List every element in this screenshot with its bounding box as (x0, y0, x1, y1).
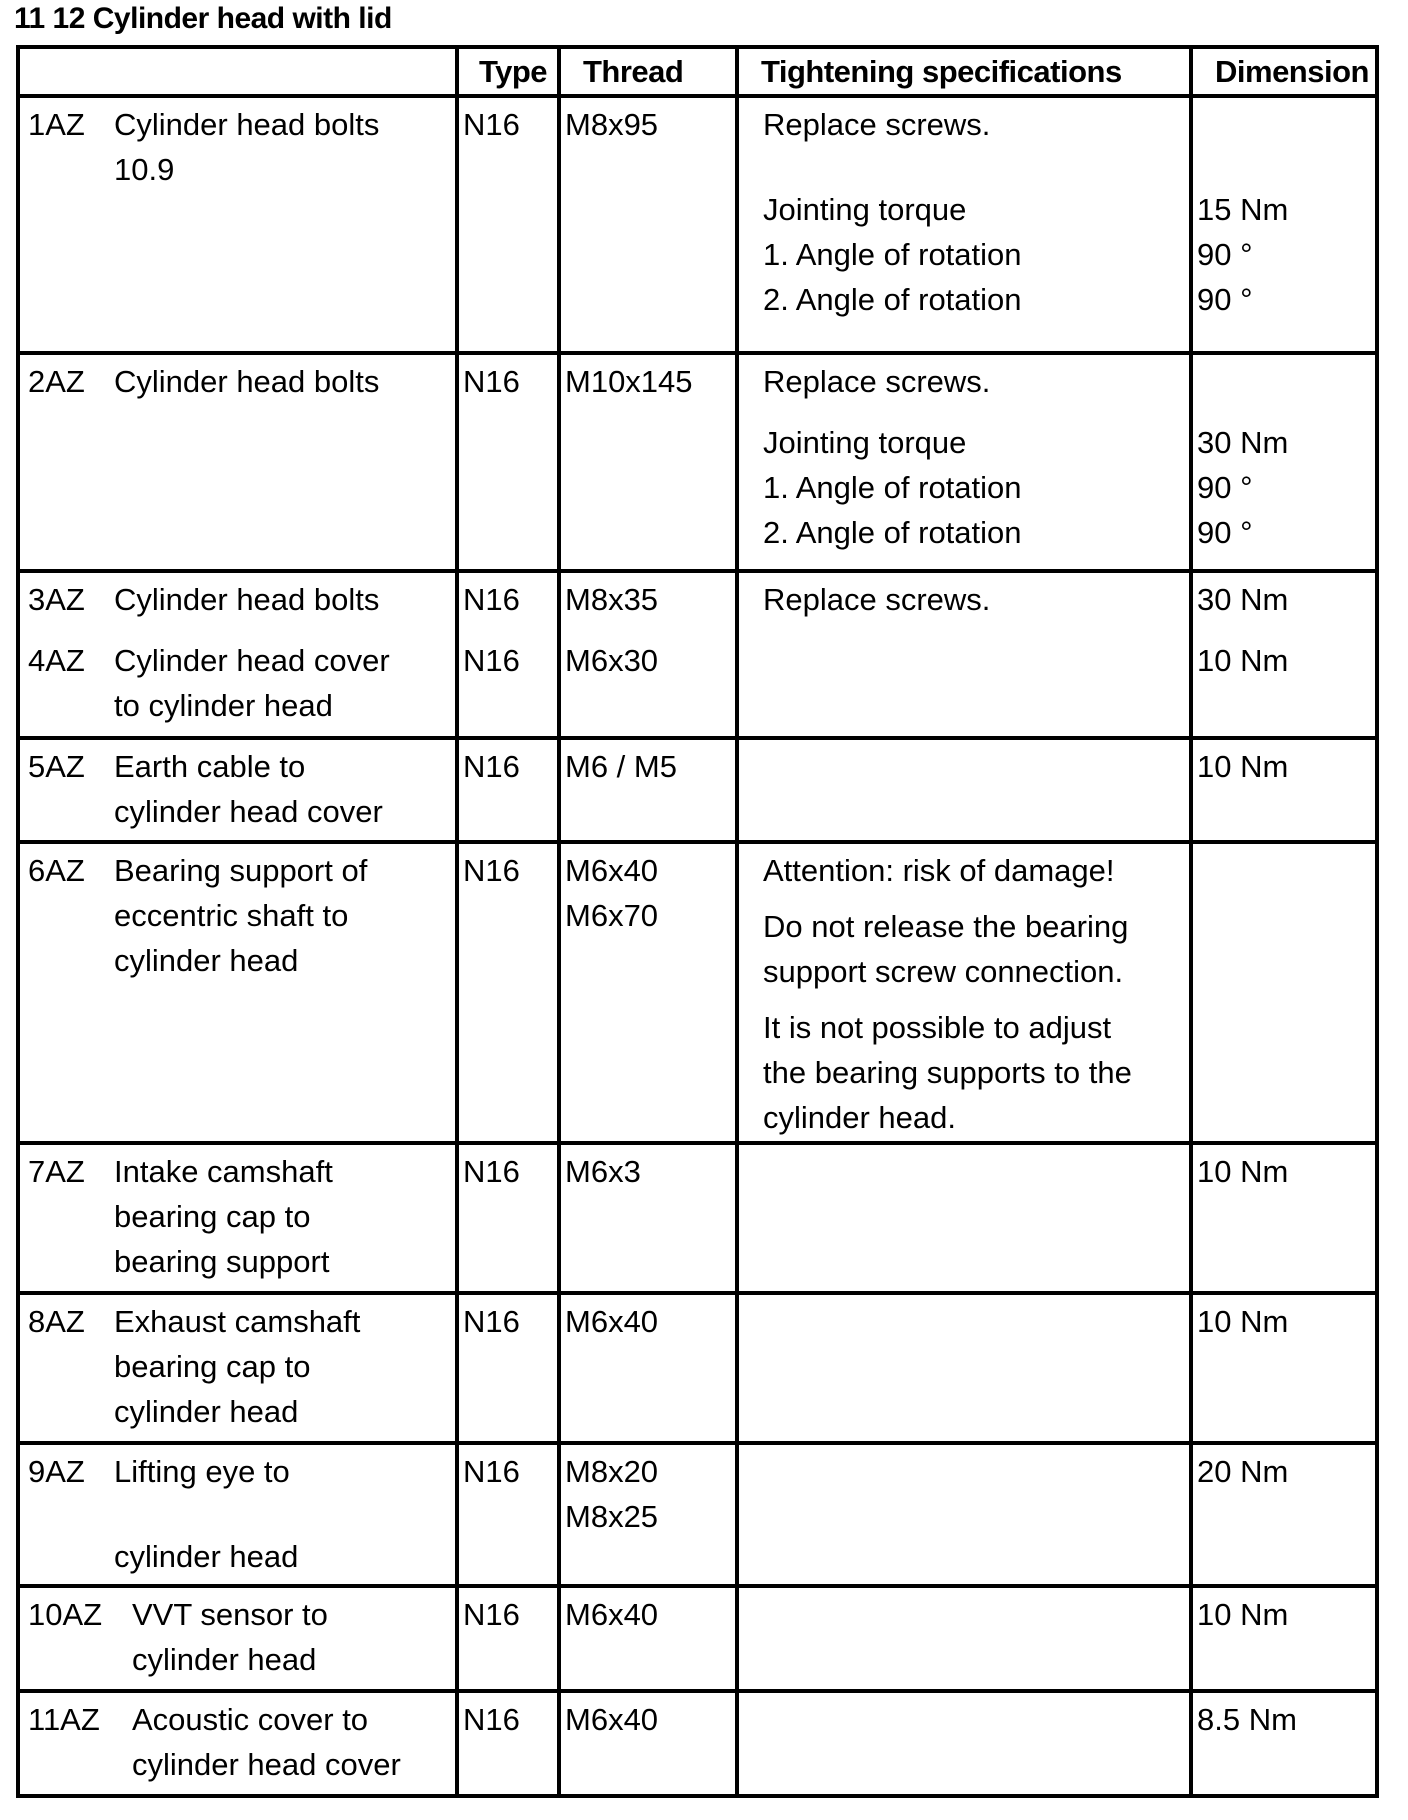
item-description: Cylinder head bolts (114, 582, 380, 617)
item-code: 9AZ (28, 1454, 85, 1489)
item-code: 6AZ (28, 853, 85, 888)
header-row (18, 47, 1377, 96)
item-description: Acoustic cover to cylinder head cover (132, 1702, 401, 1782)
thread-cell: M8x20 M8x25 (559, 1443, 737, 1586)
item-description: Bearing support of eccentric shaft to cylinder head (114, 853, 368, 978)
tightening-cell: Replace screws. (737, 571, 1191, 738)
dimension-cell: 8.5 Nm (1191, 1691, 1377, 1796)
item-description: Cylinder head bolts (114, 364, 380, 399)
tightening-spec-table (16, 45, 1379, 1798)
tightening-cell (737, 738, 1191, 842)
tightening-cell: Attention: risk of damage! Do not release the bearing support screw connection. It is not possible to adjust the bearing supports to the cylinder head. (737, 842, 1191, 1143)
tightening-cell (737, 1293, 1191, 1443)
page-title: 11 12 Cylinder head with lid (14, 2, 392, 35)
tightening-cell (737, 1691, 1191, 1796)
item-cell (18, 96, 457, 353)
item-cell (18, 1586, 457, 1691)
item-cell (18, 1293, 457, 1443)
tightening-cell: Replace screws. Jointing torque 1. Angle of rotation 2. Angle of rotation (737, 96, 1191, 353)
thread-cell: M6x40 (559, 1691, 737, 1796)
dimension-cell: 30 Nm 10 Nm (1191, 571, 1377, 738)
thread-cell: M8x35 M6x30 (559, 571, 737, 738)
item-cell (18, 738, 457, 842)
item-entry (28, 1299, 447, 1434)
thread-cell: M6x3 (559, 1143, 737, 1293)
item-entry (28, 1697, 447, 1787)
item-entry (28, 577, 447, 622)
header-type: Type (457, 47, 559, 96)
dimension-cell: 30 Nm 90 ° 90 ° (1191, 353, 1377, 571)
item-entry (28, 102, 447, 192)
item-entry (28, 1449, 447, 1579)
type-cell: N16 (457, 353, 559, 571)
header-dimension: Dimension (1191, 47, 1377, 96)
item-description: Intake camshaft bearing cap to bearing support (114, 1154, 333, 1279)
table-row (18, 571, 1377, 738)
type-cell: N16 (457, 1293, 559, 1443)
dimension-cell: 20 Nm (1191, 1443, 1377, 1586)
thread-cell: M6x40 (559, 1586, 737, 1691)
thread-cell: M6x40 M6x70 (559, 842, 737, 1143)
header-tightening-specifications: Tightening specifications (737, 47, 1191, 96)
item-cell (18, 571, 457, 738)
item-description: Cylinder head bolts 10.9 (114, 107, 380, 187)
item-entry (28, 1149, 447, 1284)
table-row (18, 1586, 1377, 1691)
item-code: 10AZ (28, 1597, 103, 1632)
tightening-cell (737, 1143, 1191, 1293)
thread-cell: M6x40 (559, 1293, 737, 1443)
item-description: Earth cable to cylinder head cover (114, 749, 383, 829)
tightening-cell (737, 1443, 1191, 1586)
item-entry (28, 638, 447, 728)
item-code: 4AZ (28, 643, 85, 678)
dimension-cell: 10 Nm (1191, 1586, 1377, 1691)
table-row (18, 1143, 1377, 1293)
type-cell: N16 (457, 1691, 559, 1796)
table-row (18, 738, 1377, 842)
type-cell: N16 (457, 738, 559, 842)
item-code: 8AZ (28, 1304, 85, 1339)
item-cell (18, 1443, 457, 1586)
table-row (18, 1293, 1377, 1443)
dimension-cell: 15 Nm 90 ° 90 ° (1191, 96, 1377, 353)
item-description: Exhaust camshaft bearing cap to cylinder head (114, 1304, 361, 1429)
dimension-cell: 10 Nm (1191, 738, 1377, 842)
type-cell: N16 (457, 842, 559, 1143)
table-row (18, 1443, 1377, 1586)
item-entry (28, 848, 447, 983)
type-cell: N16 (457, 1586, 559, 1691)
item-entry (28, 1592, 447, 1682)
item-description: VVT sensor to cylinder head (132, 1597, 328, 1677)
tightening-cell: Replace screws. Jointing torque 1. Angle of rotation 2. Angle of rotation (737, 353, 1191, 571)
dimension-cell: 10 Nm (1191, 1143, 1377, 1293)
item-entry (28, 359, 447, 404)
thread-cell: M6 / M5 (559, 738, 737, 842)
item-code: 5AZ (28, 749, 85, 784)
item-cell (18, 1143, 457, 1293)
item-code: 3AZ (28, 582, 85, 617)
table-row (18, 842, 1377, 1143)
table-row (18, 96, 1377, 353)
table-row (18, 1691, 1377, 1796)
header-item (18, 47, 457, 96)
table-row (18, 353, 1377, 571)
type-cell: N16 (457, 1143, 559, 1293)
item-description: Lifting eye to cylinder head (114, 1454, 299, 1574)
item-cell (18, 1691, 457, 1796)
type-cell: N16 (457, 1443, 559, 1586)
type-cell: N16 (457, 96, 559, 353)
type-cell: N16 N16 (457, 571, 559, 738)
item-code: 7AZ (28, 1154, 85, 1189)
item-entry (28, 744, 447, 834)
thread-cell: M10x145 (559, 353, 737, 571)
thread-cell: M8x95 (559, 96, 737, 353)
item-code: 2AZ (28, 364, 85, 399)
dimension-cell: 10 Nm (1191, 1293, 1377, 1443)
item-code: 1AZ (28, 107, 85, 142)
tightening-cell (737, 1586, 1191, 1691)
dimension-cell (1191, 842, 1377, 1143)
item-cell (18, 353, 457, 571)
item-description: Cylinder head cover to cylinder head (114, 643, 390, 723)
item-code: 11AZ (28, 1702, 100, 1737)
header-thread: Thread (559, 47, 737, 96)
item-cell (18, 842, 457, 1143)
